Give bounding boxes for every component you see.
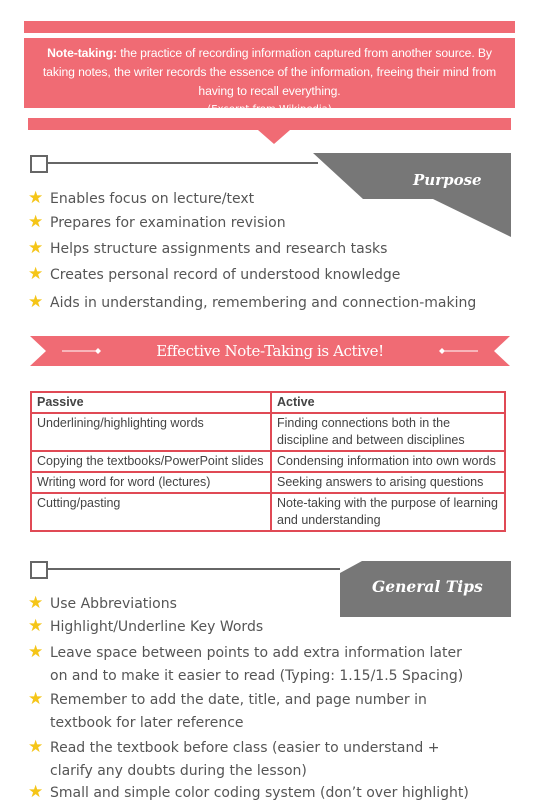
purpose-title: Purpose [413, 171, 482, 189]
table-cell: Condensing information into own words [271, 451, 505, 472]
definition-source: (Excerpt from Wikipedia) [207, 104, 332, 115]
star-icon: ★ [28, 642, 44, 662]
star-icon: ★ [28, 238, 44, 258]
star-icon: ★ [28, 264, 44, 284]
purpose-item: ★ Enables focus on lecture/text [28, 188, 255, 208]
ribbon-title: Effective Note-Taking is Active! [156, 342, 384, 360]
tips-title: General Tips [372, 577, 483, 596]
star-icon: ★ [28, 292, 44, 312]
sub-accent-bar [28, 118, 511, 130]
purpose-header-tab [313, 153, 511, 237]
table-row [31, 493, 505, 531]
passive-active-table [30, 391, 506, 532]
definition-term: Note-taking: [47, 46, 117, 60]
tips-checkbox-square [30, 561, 48, 579]
top-accent-bar [24, 21, 515, 33]
star-icon: ★ [28, 689, 44, 709]
purpose-item: ★ Prepares for examination revision [28, 212, 286, 232]
table-cell: Underlining/highlighting words [31, 413, 271, 451]
star-icon: ★ [28, 593, 44, 613]
purpose-checkbox-square [30, 155, 48, 173]
definition-box [24, 38, 515, 115]
header-passive: Passive [31, 392, 271, 413]
purpose-item: ★ Helps structure assignments and research tasks [28, 238, 388, 258]
purpose-item: ★ Creates personal record of understood knowledge [28, 264, 401, 284]
tip-item: ★ Use Abbreviations [28, 593, 177, 613]
tip-item: ★ Read the textbook before class (easier to understand + clarify any doubts during the lesson) [28, 737, 440, 779]
purpose-header-line [48, 162, 318, 164]
star-icon: ★ [28, 616, 44, 636]
banner-pointer [258, 130, 290, 144]
table-cell: Finding connections both in the discipline and between disciplines [271, 413, 505, 451]
table-header-row [31, 392, 505, 413]
tips-header-line [48, 568, 348, 570]
purpose-item: ★ Aids in understanding, remembering and connection-making [28, 292, 477, 312]
table-cell: Note-taking with the purpose of learning and understanding [271, 493, 505, 531]
table-row [31, 472, 505, 493]
tip-item: ★ Remember to add the date, title, and page number in textbook for later reference [28, 689, 427, 731]
tip-item: ★ Small and simple color coding system (don’t over highlight) [28, 782, 469, 802]
table-cell: Writing word for word (lectures) [31, 472, 271, 493]
tip-item: ★ Leave space between points to add extra information later on and to make it easier to read (Typing: 1.15/1.5 Spacing) [28, 642, 464, 684]
star-icon: ★ [28, 188, 44, 208]
table-row [31, 451, 505, 472]
table-cell: Cutting/pasting [31, 493, 271, 531]
table-row [31, 413, 505, 451]
definition-body: the practice of recording information captured from another source. By taking notes, the writer records the essence of the information, freeing their mind from having to recall everything. [42, 46, 497, 98]
star-icon: ★ [28, 212, 44, 232]
star-icon: ★ [28, 782, 44, 802]
definition-text [24, 38, 515, 101]
table-cell: Seeking answers to arising questions [271, 472, 505, 493]
header-active: Active [271, 392, 505, 413]
star-icon: ★ [28, 737, 44, 757]
tip-item: ★ Highlight/Underline Key Words [28, 616, 264, 636]
table-cell: Copying the textbooks/PowerPoint slides [31, 451, 271, 472]
